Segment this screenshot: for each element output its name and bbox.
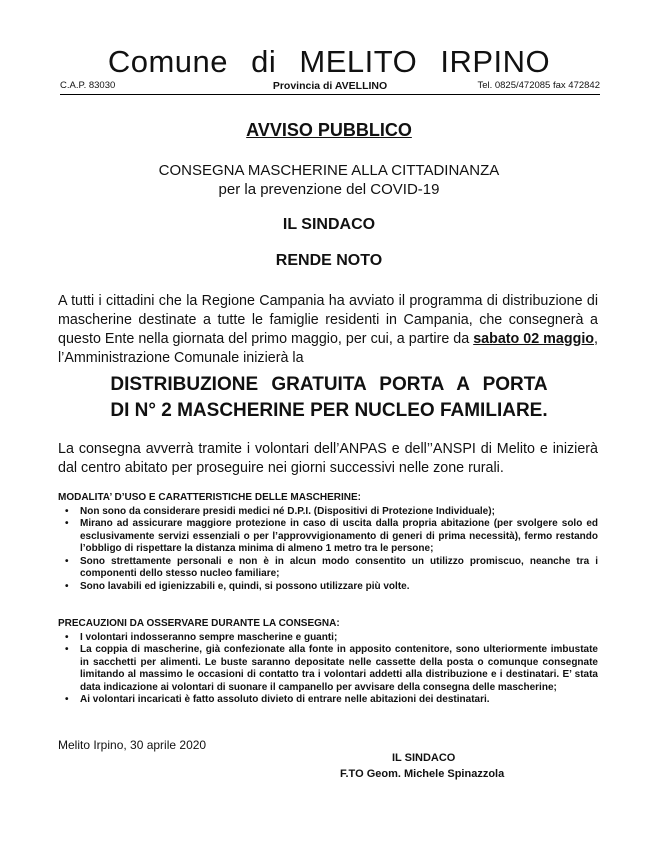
bullet-icon: • (65, 555, 69, 567)
subtitle-line-1: CONSEGNA MASCHERINE ALLA CITTADINANZA (158, 162, 500, 179)
bullet-icon: • (65, 518, 69, 529)
delivery-paragraph: La consegna avverrà tramite i volontari dell’ANPAS e dell’’ANSPI di Melito e inizierà dal centro abitato per proseguire nei giorni successivi nelle zone rurali. (58, 441, 598, 476)
place-date: Melito Irpino, 30 aprile 2020 (58, 738, 207, 752)
header-divider (60, 94, 600, 95)
precautions-section-title: PRECAUZIONI DA OSSERVARE DURANTE LA CONSEGNA: (58, 618, 340, 629)
start-date: sabato 02 maggio (473, 331, 595, 347)
bullet-icon: • (65, 644, 69, 655)
header-info-line (60, 80, 600, 94)
bullet-icon: • (65, 694, 69, 705)
list-item: • Non sono da considerare presidi medici né D.P.I. (Dispositivi di Protezione Individuale); (65, 505, 495, 517)
list-item: • Ai volontari incaricati è fatto assoluto divieto di entrare nelle abitazioni dei destinatari. (65, 694, 490, 705)
subtitle-line-2: per la prevenzione del COVID-19 (218, 181, 440, 198)
signature-name: F.TO Geom. Michele Spinazzola (340, 768, 505, 780)
notice-title: AVVISO PUBBLICO (246, 120, 412, 140)
intro-paragraph (58, 292, 598, 368)
bullet-icon: • (65, 631, 69, 643)
intro-text-after: , l’Amministrazione Comunale inizierà la (58, 331, 599, 366)
municipality-title: Comune di MELITO IRPINO (107, 44, 551, 79)
usage-section (58, 492, 598, 593)
list-item: • I volontari indosseranno sempre mascherine e guanti; (65, 631, 338, 643)
headline-line-2: DI N° 2 MASCHERINE PER NUCLEO FAMILIARE. (110, 400, 548, 421)
bullet-icon: • (65, 505, 69, 517)
list-item: • Sono lavabili ed igienizzabili e, quindi, si possono utilizzare più volte. (65, 580, 410, 592)
phone-fax: Tel. 0825/472085 fax 472842 (477, 80, 600, 91)
list-item: • Sono strettamente personali e non è in alcun modo consentito un utilizzo promiscuo, neanche tra i componenti dello stesso nucleo familiare; (65, 555, 598, 579)
list-item: • La coppia di mascherine, già confezionate alla fonte in apposito contenitore, sono ulteriormente imbustate in sacchetti per alimenti. Le buste saranno depositate nelle cassette della posta o comunque consegnate limitando al massimo le occasioni di contatto tra i volontari addetti alla distribuzione e i destinatari. E’ stata data indicazione ai volontari di suonare il campanello per avvisare della consegna delle mascherine; (65, 644, 598, 693)
headline-line-1: DISTRIBUZIONE GRATUITA PORTA A PORTA (110, 374, 548, 395)
mayor-heading: IL SINDACO (282, 216, 376, 233)
rende-noto-heading: RENDE NOTO (275, 252, 383, 269)
usage-section-title: MODALITA’ D’USO E CARATTERISTICHE DELLE MASCHERINE: (58, 492, 361, 503)
province: Provincia di AVELLINO (272, 80, 388, 92)
bullet-icon: • (65, 580, 69, 592)
list-item: • Mirano ad assicurare maggiore protezione in caso di uscita dalla propria abitazione (per svolgere solo ed esclusivamente servizi essenziali o per l’approvvigionamento di generi di prima necessità), fermo restando l’obbligo di rispettare la distanza minima di almeno 1 metro tra le persone; (65, 518, 598, 554)
postal-code: C.A.P. 83030 (60, 80, 116, 91)
precautions-section (58, 618, 598, 707)
signature-role: IL SINDACO (392, 752, 456, 764)
intro-text-before: A tutti i cittadini che la Regione Campania ha avviato il programma di distribuzione di mascherine destinate a tutte le famiglie residenti in Campania, che consegnerà a questo Ente nella giornata del primo maggio, per cui, a partire da (58, 293, 598, 347)
